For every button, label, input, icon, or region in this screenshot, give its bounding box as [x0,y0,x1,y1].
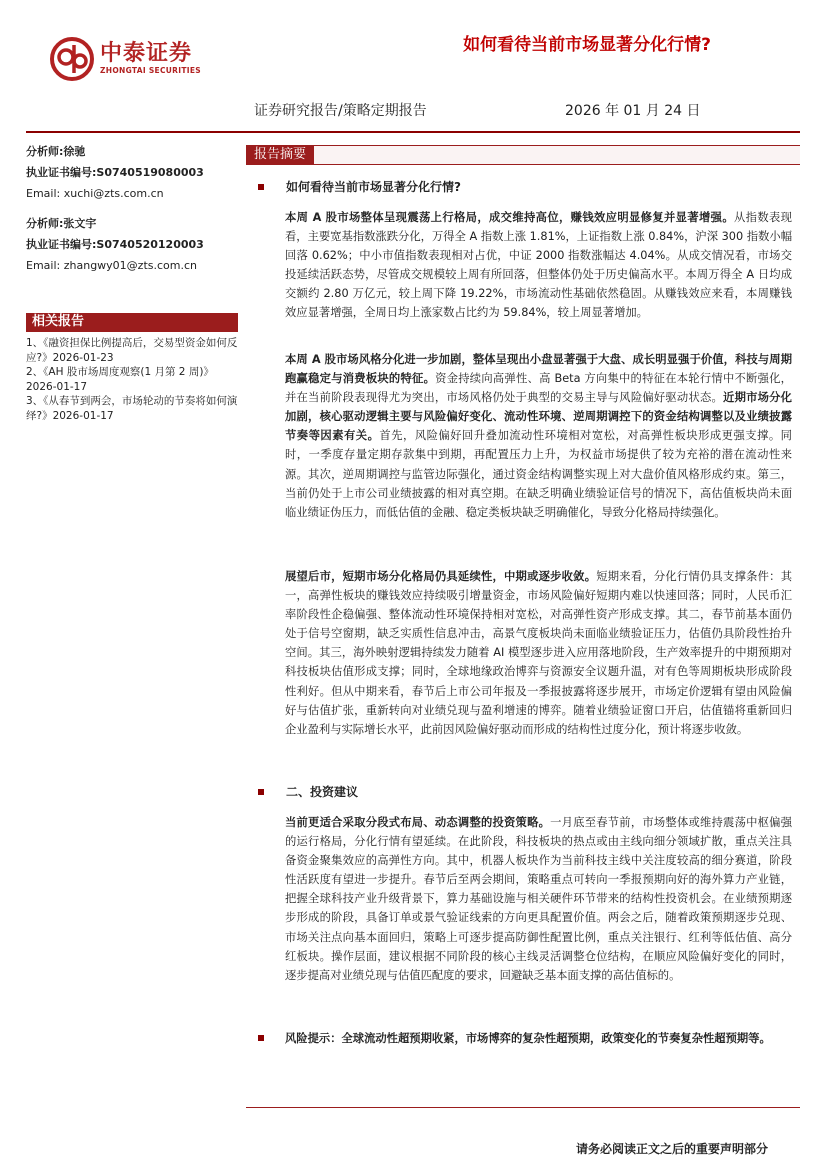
related-reports-header: 相关报告 [26,313,238,331]
related-report-item[interactable]: 3、《从春节到两会，市场轮动的节奏将如何演绎?》2026-01-17 [26,395,238,422]
bullet-square-icon [258,1035,264,1041]
paragraph-market-overview: 本周 A 股市场整体呈现震荡上行格局，成交维持高位，赚钱效应明显修复并显著增强。从指数表现看，主要宽基指数涨跌分化，万得全 A 指数上涨 1.81%，上证指数上涨 0.84%，沪深 300 指数小幅回落 0.62%；中小市值指数表现相对占优，中证 2000 指数涨幅达 4.04%。从成交情况看，市场交投延续活跃态势，尽管成交规模较上周有所回落，但整体仍处于历史偏高水平。本周万得全 A 日均成交额约 2.80 万亿元，较上周下降 19.22%，市场流动性基础依然稳固。从赚钱效应来看，本周赚钱效应显著增强，全周日均上涨家数占比约为 59.84%，较上周显著增加。 [285,211,792,320]
logo-chinese-name: 中泰证券 [100,41,193,66]
related-report-item[interactable]: 2、《AH 股市场周度观察(1 月第 2 周)》2026-01-17 [26,366,214,393]
zhongtai-logo-icon [50,37,94,81]
abstract-header [246,145,800,165]
related-reports-list [26,336,238,423]
section-2-title: 二、投资建议 [258,783,358,800]
analyst-1-cert: 执业证书编号:S0740519080003 [26,166,204,179]
company-logo [50,36,220,82]
related-report-item[interactable]: 1、《融资担保比例提高后，交易型资金如何反应?》2026-01-23 [26,337,238,364]
abstract-label: 报告摘要 [246,146,314,164]
paragraph-outlook: 展望后市，短期市场分化格局仍具延续性，中期或逐步收敛。短期来看，分化行情仍具支撑条件：其一，高弹性板块的赚钱效应持续吸引增量资金，市场风险偏好短期内难以快速回落；同时，人民币汇率阶段性企稳偏强、整体流动性环境保持相对宽松，对高弹性资产形成支撑。其二，春节前基本面仍处于信号空窗期，缺乏实质性信息冲击，高景气度板块尚未面临业绩验证压力，估值仍具阶段性抬升空间。其三，海外映射逻辑持续发力随着 AI 模型逐步进入应用落地阶段，生产效率提升的中期预期对科技板块估值形成支撑；同时，全球地缘政治博弈与资源安全议题升温，对有色等周期板块形成阶段性利好。但从中期来看，春节后上市公司年报及一季报披露将逐步展开，市场定价逻辑有望由风险偏好与估值扩张，重新转向对业绩兑现与盈利增速的博弈。随着业绩验证窗口开启，估值锚将重新回归企业盈利与实际增长水平，此前因风险偏好驱动而形成的结构性过度分化，预计将逐步收敛。 [285,570,792,736]
report-type: 证券研究报告/策略定期报告 [254,103,427,119]
analyst-1-email: Email: xuchi@zts.com.cn [26,187,164,200]
paragraph-style-divergence: 本周 A 股市场风格分化进一步加剧，整体呈现出小盘显著强于大盘、成长明显强于价值，科技与周期跑赢稳定与消费板块的特征。资金持续向高弹性、高 Beta 方向集中的特征在本轮行情中不断强化，并在当前阶段表现得尤为突出，市场风格仍处于典型的交易主导与风险偏好驱动状态。近期市场分化加剧，核心驱动逻辑主要与风险偏好变化、流动性环境、逆周期调控下的资金结构调整以及业绩披露节奏等因素有关。首先，风险偏好回升叠加流动性环境相对宽松，对高弹性板块形成更强支撑。同时，一季度存量定期存款集中到期，再配置压力上升，为权益市场提供了较为充裕的潜在流动性来源。其次，逆周期调控与监管边际强化，通过资金结构调整实现上对大盘价值风格形成约束。第三，当前仍处于上市公司业绩披露的相对真空期。在缺乏明确业绩验证信号的情况下，高估值板块尚未面临业绩证伪压力，而低估值的金融、稳定类板块缺乏明确催化，导致分化格局持续强化。 [285,353,792,519]
analyst-2-cert: 执业证书编号:S0740520120003 [26,238,204,251]
related-reports-divider [26,331,238,332]
analyst-2-name: 分析师:张文宇 [26,217,97,230]
analyst-sidebar [26,145,238,280]
report-date: 2026 年 01 月 24 日 [565,103,701,119]
footer-disclaimer: 请务必阅读正文之后的重要声明部分 [575,1142,768,1156]
footer-divider [246,1107,800,1108]
analyst-2-email-link[interactable]: zhangwy01@zts.com.cn [63,259,198,272]
bullet-square-icon [258,789,264,795]
header-divider [26,131,800,133]
analyst-1-name: 分析师:徐驰 [26,145,86,158]
bullet-square-icon [258,184,264,190]
analyst-1-email-link[interactable]: xuchi@zts.com.cn [63,187,164,200]
section-1-title: 如何看待当前市场显著分化行情? [258,178,461,195]
risk-warning [258,1029,792,1048]
risk-warning-text: 风险提示：全球流动性超预期收紧，市场博弈的复杂性超预期，政策变化的节奏复杂性超预期等。 [285,1032,771,1045]
report-title: 如何看待当前市场显著分化行情? [463,35,711,55]
paragraph-investment-advice: 当前更适合采取分段式布局、动态调整的投资策略。一月底至春节前，市场整体或维持震荡中枢偏强的运行格局，分化行情有望延续。在此阶段，科技板块的热点或由主线向细分领域扩散，重点关注具备资金聚集效应的高弹性方向。其中，机器人板块作为当前科技主线中关注度较高的细分赛道，阶段性活跃度有望进一步提升。春节后至两会期间，策略重点可转向一季报预期向好的海外算力产业链，把握全球科技产业升级背景下，算力基础设施与相关硬件环节带来的结构性投资机会。在业绩预期逐步形成的阶段，具备订单或景气验证线索的方向更具配置价值。两会之后，随着政策预期逐步兑现、市场关注点向基本面回归，策略上可逐步提高防御性配置比例，重点关注银行、红利等低估值、高分红板块。操作层面，建议根据不同阶段的核心主线灵活调整仓位结构，在顺应风险偏好变化的同时，逐步提高对业绩兑现与估值匹配度的要求，回避缺乏基本面支撑的高估值标的。 [285,816,792,982]
analyst-2-email: Email: zhangwy01@zts.com.cn [26,259,198,272]
logo-english-name: ZHONGTAI SECURITIES [100,66,201,75]
